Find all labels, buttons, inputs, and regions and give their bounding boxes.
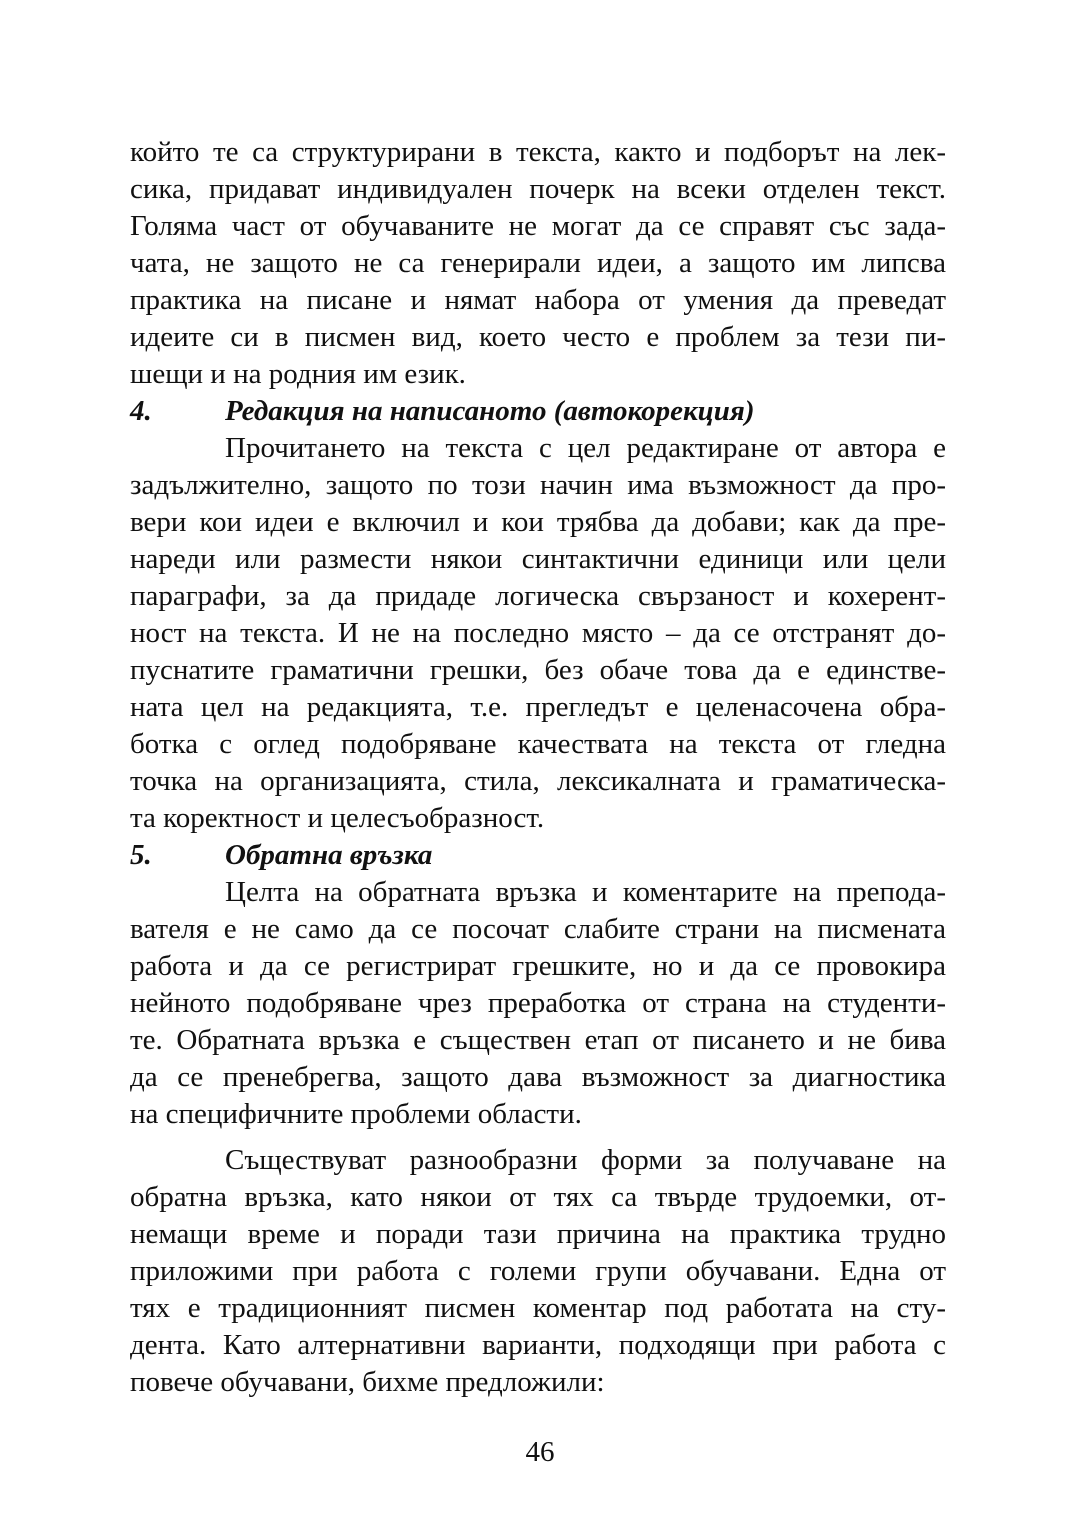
text-line: ната цел на редакцията, т.е. прегледът е целенасочена обра-: [130, 691, 946, 723]
text-line: Прочитането на текста с цел редактиране от автора е: [225, 432, 946, 464]
text-line: вателя е не само да се посочат слабите страни на писмената: [130, 913, 946, 945]
text-line: тях е традиционният писмен коментар под работата на сту-: [130, 1292, 946, 1324]
section-number: 5.: [130, 839, 152, 871]
text-line: те. Обратната връзка е съществен етап от писането и не бива: [130, 1024, 946, 1056]
paragraph-intro: [130, 134, 946, 393]
text-line: който те са структурирани в текста, както и подборът на лек-: [130, 136, 946, 168]
text-line: дента. Като алтернативни варианти, подходящи при работа с: [130, 1329, 946, 1361]
text-line: Голяма част от обучаваните не могат да се справят със зада-: [130, 210, 946, 242]
section-heading-4: [130, 393, 946, 430]
page-body: [130, 134, 946, 1401]
text-line: сика, придават индивидуален почерк на всеки отделен текст.: [130, 173, 946, 205]
text-line: задължително, защото по този начин има възможност да про-: [130, 469, 946, 501]
page-number: 46: [525, 1436, 555, 1468]
paragraph-gap: [130, 1133, 946, 1142]
text-line: идеите си в писмен вид, което често е проблем за тези пи-: [130, 321, 946, 353]
paragraph-editing: [130, 430, 946, 837]
text-line: да се пренебрегва, защото дава възможност за диагностика: [130, 1061, 946, 1093]
text-line: параграфи, за да придаде логическа свързаност и кохерент-: [130, 580, 946, 612]
paragraph-feedback-forms: [130, 1142, 946, 1401]
text-line: работа и да се регистрират грешките, но и да се провокира: [130, 950, 946, 982]
text-line: приложими при работа с големи групи обучавани. Една от: [130, 1255, 946, 1287]
section-number: 4.: [130, 395, 152, 427]
text-line: повече обучавани, бихме предложили:: [130, 1366, 605, 1398]
section-title: Редакция на написаното (автокорекция): [225, 395, 755, 427]
paragraph-feedback: [130, 874, 946, 1133]
text-line: нареди или размести някои синтактични единици или цели: [130, 543, 946, 575]
text-line: пуснатите граматични грешки, без обаче това да е единстве-: [130, 654, 946, 686]
text-line: ботка с оглед подобряване качествата на текста от гледна: [130, 728, 946, 760]
text-line: ност на текста. И не на последно място – да се отстранят до-: [130, 617, 946, 649]
text-line: Съществуват разнообразни форми за получаване на: [225, 1144, 946, 1176]
section-title: Обратна връзка: [225, 839, 433, 871]
text-line: обратна връзка, като някои от тях са твърде трудоемки, от-: [130, 1181, 946, 1213]
text-line: немащи време и поради тази причина на практика трудно: [130, 1218, 946, 1250]
text-line: шещи и на родния им език.: [130, 358, 466, 390]
text-line: чата, не защото не са генерирали идеи, а защото им липсва: [130, 247, 946, 279]
text-line: на специфичните проблеми области.: [130, 1098, 582, 1130]
text-line: нейното подобряване чрез преработка от страна на студенти-: [130, 987, 946, 1019]
text-line: вери кои идеи е включил и кои трябва да добави; как да пре-: [130, 506, 946, 538]
text-line: точка на организацията, стила, лексикалната и граматическа-: [130, 765, 946, 797]
text-line: практика на писане и нямат набора от умения да преведат: [130, 284, 946, 316]
section-heading-5: [130, 837, 946, 874]
text-line: та коректност и целесъобразност.: [130, 802, 545, 834]
text-line: Целта на обратната връзка и коментарите на препода-: [225, 876, 946, 908]
